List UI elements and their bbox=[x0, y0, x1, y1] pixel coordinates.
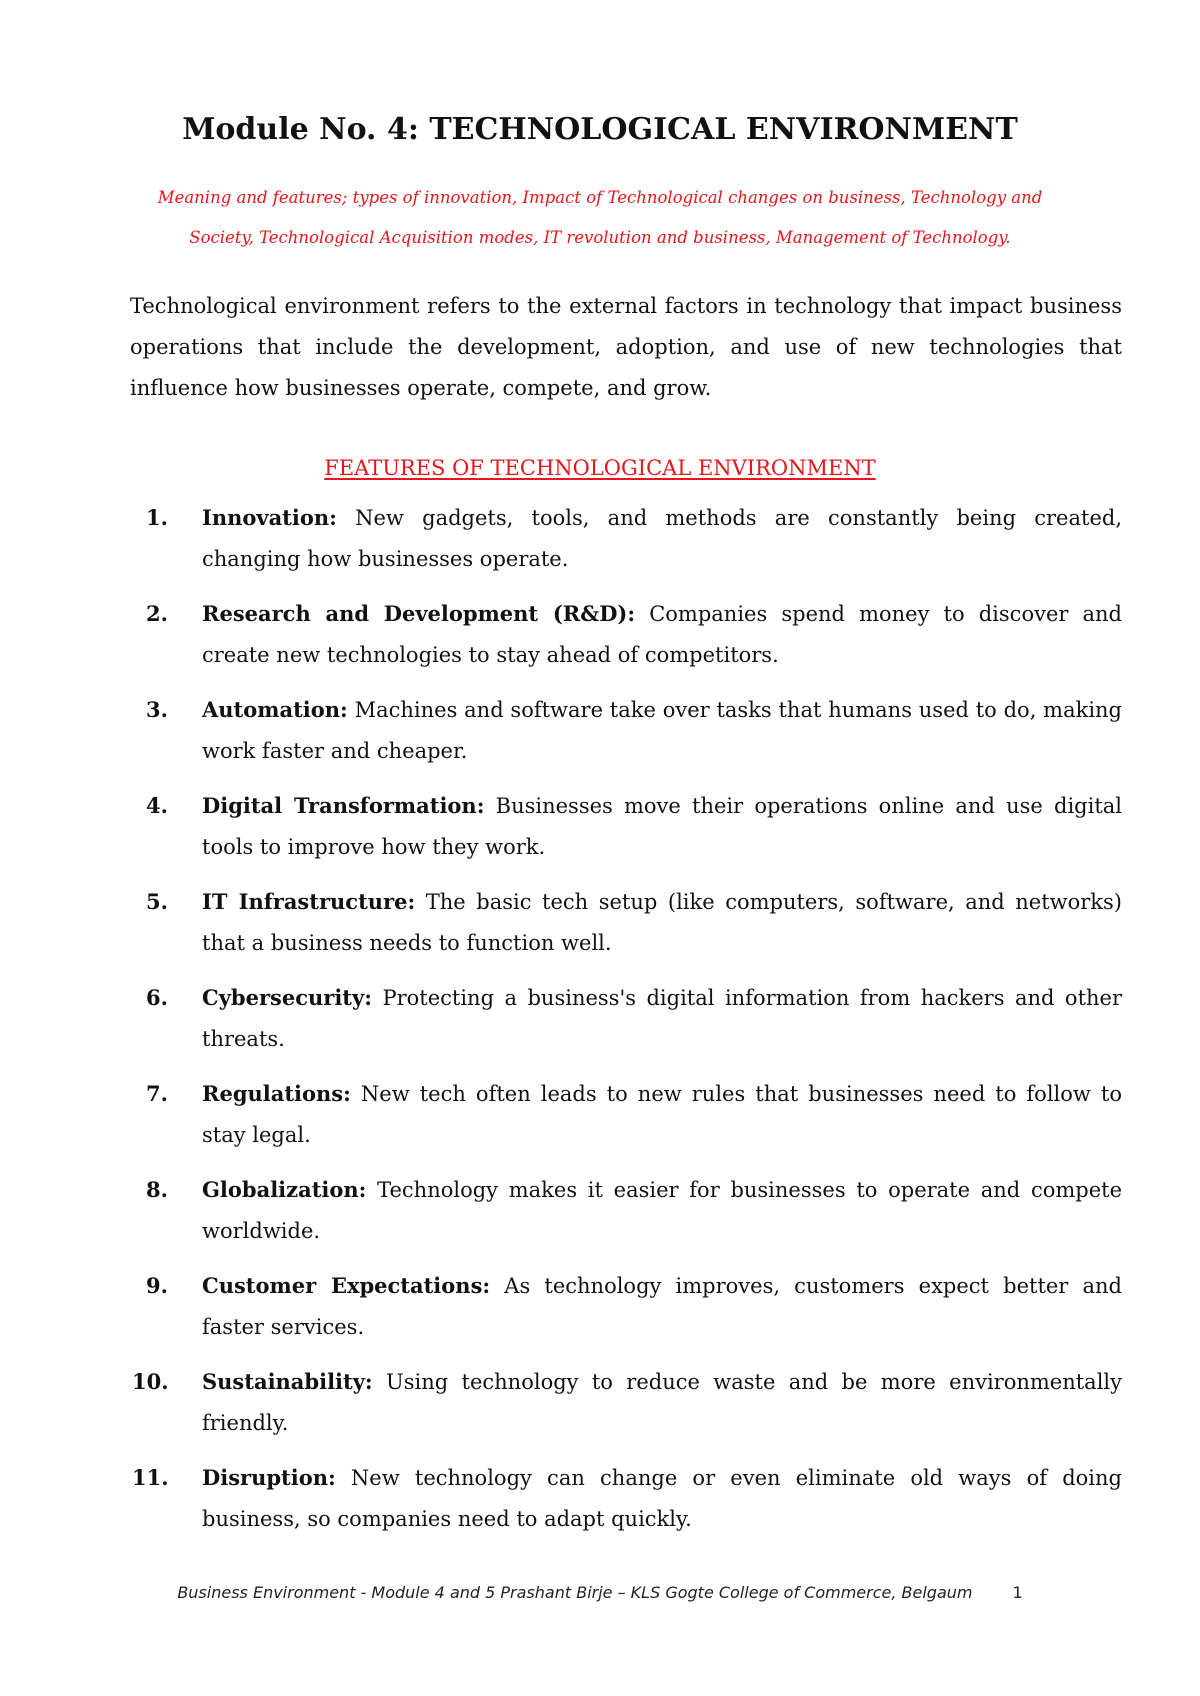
item-number: 4. bbox=[146, 793, 168, 818]
item-text: New tech often leads to new rules that businesses need to follow to stay legal. bbox=[202, 1082, 1122, 1147]
item-number: 10. bbox=[132, 1369, 169, 1394]
list-item bbox=[130, 1361, 1122, 1444]
item-term: Cybersecurity: bbox=[202, 985, 372, 1010]
item-term: Regulations: bbox=[202, 1081, 351, 1106]
item-number: 2. bbox=[146, 601, 168, 626]
footer-text: Business Environment - Module 4 and 5 Prashant Birje – KLS Gogte College of Commerce, Belgaum bbox=[177, 1583, 973, 1602]
item-text: Protecting a business's digital information from hackers and other threats. bbox=[202, 986, 1122, 1051]
list-item bbox=[130, 785, 1122, 868]
list-item bbox=[130, 881, 1122, 964]
features-list bbox=[130, 497, 1122, 1553]
item-text: Businesses move their operations online and use digital tools to improve how they work. bbox=[202, 794, 1122, 859]
item-text: As technology improves, customers expect better and faster services. bbox=[202, 1274, 1122, 1339]
page-footer bbox=[0, 1583, 1200, 1602]
list-item bbox=[130, 689, 1122, 772]
item-text: New technology can change or even eliminate old ways of doing business, so companies need to adapt quickly. bbox=[202, 1466, 1122, 1531]
item-number: 1. bbox=[146, 505, 168, 530]
item-text: Machines and software take over tasks that humans used to do, making work faster and cheaper. bbox=[202, 698, 1122, 763]
page-number: 1 bbox=[1012, 1583, 1023, 1602]
section-heading: FEATURES OF TECHNOLOGICAL ENVIRONMENT bbox=[324, 456, 876, 480]
item-term: Globalization: bbox=[202, 1177, 367, 1202]
item-term: Digital Transformation: bbox=[202, 793, 485, 818]
item-term: Research and Development (R&D): bbox=[202, 601, 636, 626]
item-number: 6. bbox=[146, 985, 168, 1010]
list-item bbox=[130, 593, 1122, 676]
module-topics: Meaning and features; types of innovation, Impact of Technological changes on business, Technology and Society, Technological Acquisition modes, IT revolution and business, Management of Technology. bbox=[157, 188, 1043, 247]
item-number: 3. bbox=[146, 697, 168, 722]
list-item bbox=[130, 977, 1122, 1060]
item-term: Customer Expectations: bbox=[202, 1273, 491, 1298]
item-term: Disruption: bbox=[202, 1465, 336, 1490]
list-item bbox=[130, 1073, 1122, 1156]
intro-paragraph: Technological environment refers to the external factors in technology that impact business operations that include the development, adoption, and use of new technologies that influence how businesses operate, compete, and grow. bbox=[130, 294, 1122, 400]
item-number: 7. bbox=[146, 1081, 168, 1106]
list-item bbox=[130, 497, 1122, 580]
page-title: Module No. 4: TECHNOLOGICAL ENVIRONMENT bbox=[182, 112, 1018, 147]
item-term: Innovation: bbox=[202, 505, 337, 530]
list-item bbox=[130, 1169, 1122, 1252]
item-number: 9. bbox=[146, 1273, 168, 1298]
list-item bbox=[130, 1265, 1122, 1348]
item-number: 11. bbox=[132, 1465, 169, 1490]
item-text: New gadgets, tools, and methods are constantly being created, changing how businesses operate. bbox=[202, 506, 1122, 571]
item-term: IT Infrastructure: bbox=[202, 889, 416, 914]
item-text: Using technology to reduce waste and be more environmentally friendly. bbox=[202, 1370, 1122, 1435]
list-item bbox=[130, 1457, 1122, 1540]
item-term: Automation: bbox=[202, 697, 348, 722]
item-number: 5. bbox=[146, 889, 168, 914]
item-text: Companies spend money to discover and create new technologies to stay ahead of competitors. bbox=[202, 602, 1123, 667]
item-number: 8. bbox=[146, 1177, 168, 1202]
item-text: The basic tech setup (like computers, software, and networks) that a business needs to function well. bbox=[202, 890, 1122, 955]
item-text: Technology makes it easier for businesses to operate and compete worldwide. bbox=[202, 1178, 1122, 1243]
item-term: Sustainability: bbox=[202, 1369, 373, 1394]
